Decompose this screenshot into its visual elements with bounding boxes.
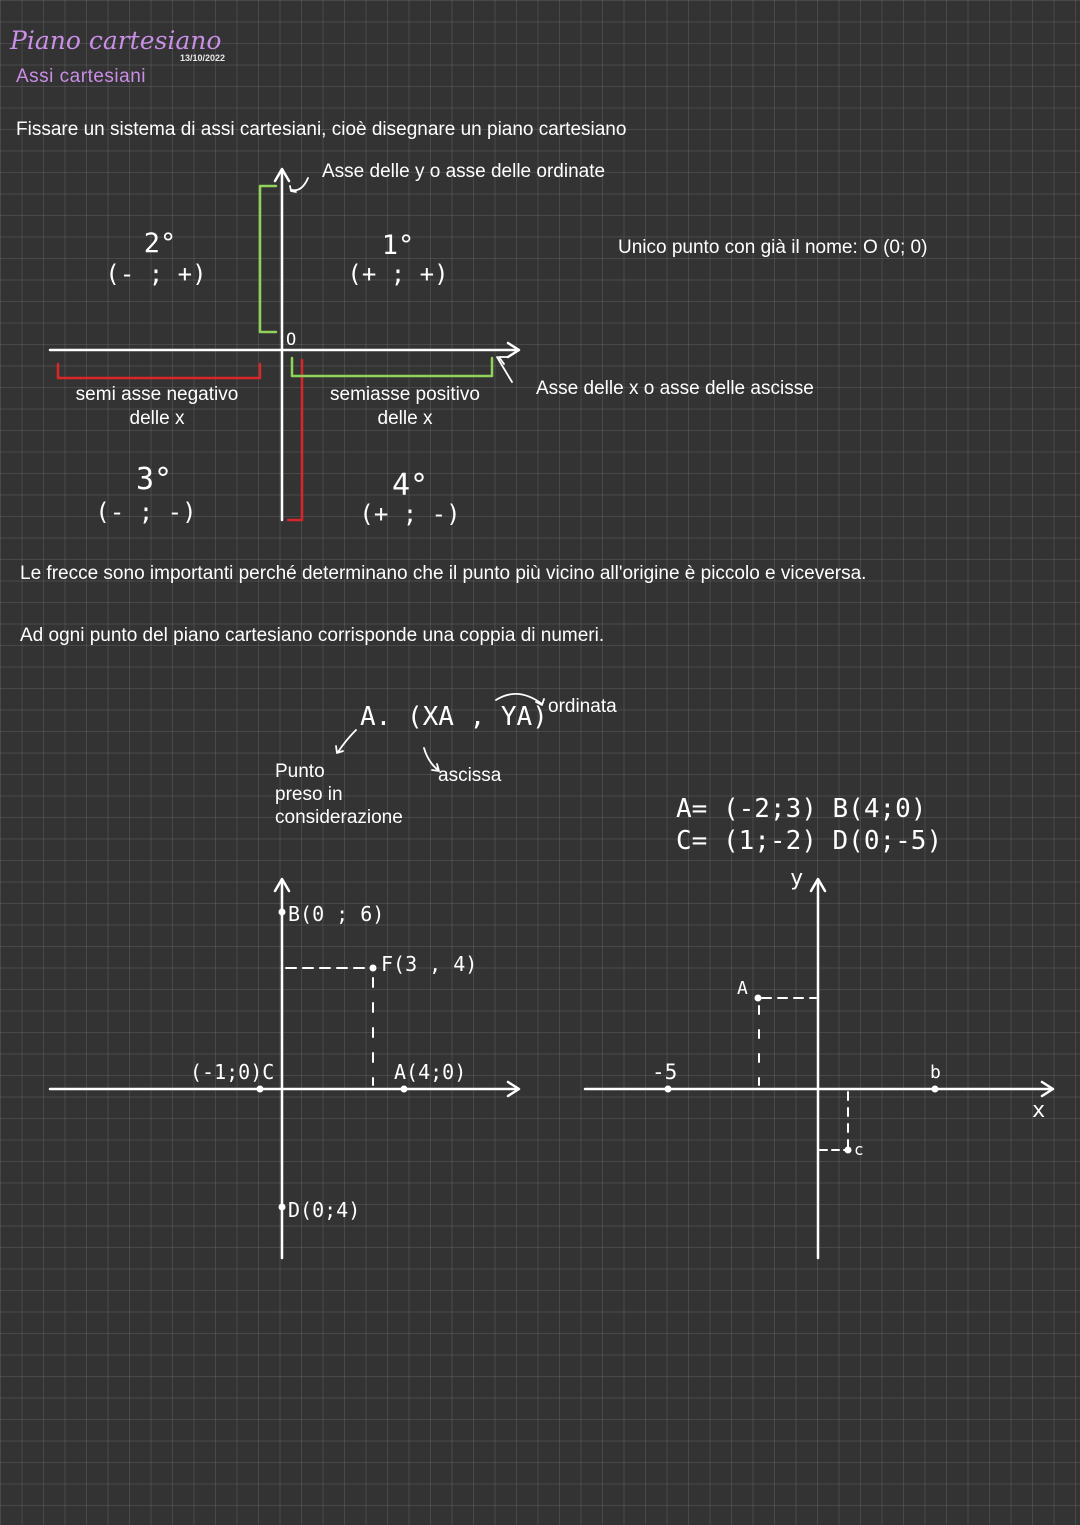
section-subtitle: Assi cartesiani — [16, 66, 146, 87]
pos-semiaxis-line1: semiasse positivo — [330, 384, 480, 405]
point-desc-line1: Punto — [275, 761, 325, 782]
quadrant-1-number: 1° — [381, 230, 415, 261]
d1-xlabel-pointer — [497, 357, 512, 382]
ordinata-label: ordinata — [548, 696, 617, 717]
point-pointer — [338, 730, 356, 752]
green-pos-x-bracket — [292, 358, 492, 376]
point-desc-line3: considerazione — [275, 807, 403, 828]
d3-points-line2: C= (1;-2) D(0;-5) — [676, 826, 943, 856]
point-b-dot — [279, 909, 286, 916]
pos-semiaxis-line2: delle x — [377, 408, 433, 429]
label-point-f: F(3 , 4) — [381, 952, 478, 976]
x-axis-label: Asse delle x o asse delle ascisse — [536, 378, 814, 399]
green-semiaxis-bracket — [260, 186, 276, 332]
page-date: 13/10/2022 — [180, 53, 226, 63]
point-d-dot — [279, 1204, 286, 1211]
label-point-a: A(4;0) — [394, 1060, 467, 1084]
intro-text: Fissare un sistema di assi cartesiani, cioè disegnare un piano cartesiano — [16, 119, 627, 140]
point-c-dot — [257, 1086, 264, 1093]
point-a-dot — [401, 1086, 408, 1093]
quadrant-3-sign: (- ; -) — [95, 498, 197, 526]
d3-point-b-dot — [932, 1086, 939, 1093]
ascissa-pointer — [424, 748, 438, 770]
d3-label-c: c — [854, 1140, 864, 1159]
neg-semiaxis-line2: delle x — [129, 408, 185, 429]
quadrant-4-number: 4° — [391, 468, 429, 503]
d3-point-a-dot — [755, 995, 762, 1002]
points — [257, 909, 939, 1211]
quadrant-1-sign: (+ ; +) — [347, 260, 449, 288]
page-title: Piano cartesiano — [10, 26, 222, 55]
label-point-b: B(0 ; 6) — [288, 902, 385, 926]
d3-y-label: y — [790, 866, 804, 891]
d3-label-b: b — [930, 1062, 941, 1083]
label-point-d: D(0;4) — [288, 1198, 361, 1222]
note-arrows: Le frecce sono importanti perché determinano che il punto più vicino all'origine è piccolo e viceversa. — [20, 563, 867, 584]
point-f-dot — [370, 965, 377, 972]
quadrant-2-sign: (- ; +) — [105, 260, 207, 288]
point-formula: A. (XA , YA) — [360, 702, 548, 732]
label-point-c: (-1;0)C — [190, 1060, 275, 1084]
origin-label: O — [286, 330, 297, 350]
quadrant-4-sign: (+ ; -) — [359, 500, 461, 528]
ascissa-label: ascissa — [438, 765, 502, 786]
note-pairs: Ad ogni punto del piano cartesiano corrisponde una coppia di numeri. — [20, 625, 605, 646]
d3-x-label: x — [1032, 1098, 1046, 1123]
neg-semiaxis-line1: semi asse negativo — [75, 384, 239, 405]
d3-minus5-dot — [665, 1086, 672, 1093]
point-desc-line2: preso in — [275, 784, 343, 805]
d1-ylabel-pointer — [292, 178, 308, 190]
y-axis-label: Asse delle y o asse delle ordinate — [322, 161, 606, 182]
quadrant-2-number: 2° — [143, 228, 177, 259]
quadrant-3-number: 3° — [135, 462, 173, 497]
d3-points-line1: A= (-2;3) B(4;0) — [676, 794, 927, 824]
d3-point-c-dot — [845, 1147, 852, 1154]
diagram2-dashes — [286, 968, 373, 1085]
red-neg-x-bracket — [58, 364, 260, 378]
d3-minus5-label: -5 — [652, 1060, 678, 1084]
d3-label-a: A — [737, 978, 748, 999]
origin-note: Unico punto con già il nome: O (0; 0) — [618, 237, 928, 258]
diagram3-dashes — [759, 998, 848, 1150]
